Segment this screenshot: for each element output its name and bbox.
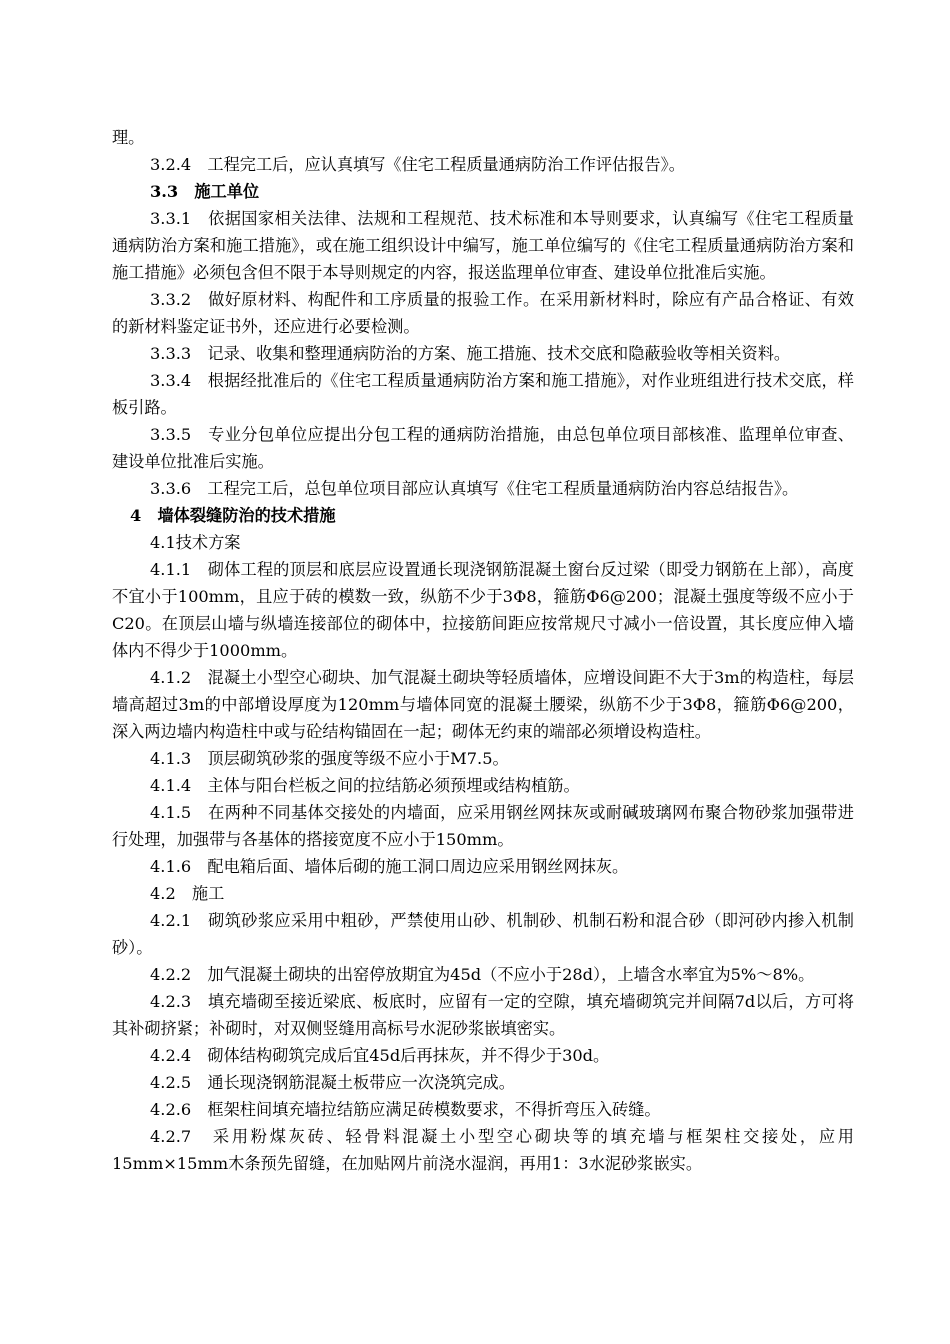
paragraph: 4.1.5 在两种不同基体交接处的内墙面，应采用钢丝网抹灰或耐碱玻璃网布聚合物砂浆加强带进行处理，加强带与各基体的搭接宽度不应小于150mm。 — [112, 803, 854, 849]
paragraph: 3.3.3 记录、收集和整理通病防治的方案、施工措施、技术交底和隐蔽验收等相关资料。 — [150, 344, 791, 363]
paragraph: 3.3.4 根据经批准后的《住宅工程质量通病防治方案和施工措施》，对作业班组进行技术交底，样板引路。 — [112, 371, 854, 417]
paragraph: 4.2.4 砌体结构砌筑完成后宜45d后再抹灰，并不得少于30d。 — [150, 1046, 610, 1065]
paragraph: 4.1.1 砌体工程的顶层和底层应设置通长现浇钢筋混凝土窗台反过梁（即受力钢筋在上部），高度不宜小于100mm，且应于砖的模数一致，纵筋不少于3Φ8，箍筋Φ6@200；混凝土强度等级不应小于C20。在顶层山墙与纵墙连接部位的砌体中，拉接筋间距应按常规尺寸减小一倍设置，其长度应伸入墙体内不得少于1000mm。 — [112, 560, 854, 660]
paragraph: 4.2 施工 — [150, 884, 225, 903]
paragraph: 4.2.2 加气混凝土砌块的出窑停放期宜为45d（不应小于28d），上墙含水率宜为5%～8%。 — [150, 965, 815, 984]
chapter-heading: 4 墙体裂缝防治的技术措施 — [130, 506, 336, 525]
paragraph: 4.2.3 填充墙砌至接近梁底、板底时，应留有一定的空隙，填充墙砌筑完并间隔7d以后，方可将其补砌挤紧；补砌时，对双侧竖缝用高标号水泥砂浆嵌填密实。 — [112, 992, 854, 1038]
paragraph: 4.1.6 配电箱后面、墙体后砌的施工洞口周边应采用钢丝网抹灰。 — [150, 857, 629, 876]
document-body — [112, 124, 854, 1177]
paragraph: 4.2.6 框架柱间填充墙拉结筋应满足砖模数要求，不得折弯压入砖缝。 — [150, 1100, 661, 1119]
paragraph: 3.3.1 依据国家相关法律、法规和工程规范、技术标准和本导则要求，认真编写《住宅工程质量通病防治方案和施工措施》，或在施工组织设计中编写，施工单位编写的《住宅工程质量通病防治方案和施工措施》必须包含但不限于本导则规定的内容，报送监理单位审查、建设单位批准后实施。 — [112, 209, 854, 282]
paragraph: 4.1.4 主体与阳台栏板之间的拉结筋必须预埋或结构植筋。 — [150, 776, 580, 795]
paragraph: 4.1.2 混凝土小型空心砌块、加气混凝土砌块等轻质墙体，应增设间距不大于3m的构造柱，每层墙高超过3m的中部增设厚度为120mm与墙体同宽的混凝土腰梁，纵筋不少于3Φ8，箍筋Φ6@200，深入两边墙内构造柱中或与砼结构锚固在一起；砌体无约束的端部必须增设构造柱。 — [112, 668, 854, 741]
paragraph: 3.3.6 工程完工后，总包单位项目部应认真填写《住宅工程质量通病防治内容总结报告》。 — [150, 479, 799, 498]
paragraph: 3.3.2 做好原材料、构配件和工序质量的报验工作。在采用新材料时，除应有产品合格证、有效的新材料鉴定证书外，还应进行必要检测。 — [112, 290, 854, 336]
paragraph: 理。 — [112, 128, 145, 147]
paragraph: 4.1技术方案 — [150, 533, 241, 552]
paragraph: 4.2.7 采用粉煤灰砖、轻骨料混凝土小型空心砌块等的填充墙与框架柱交接处，应用15mm×15mm木条预先留缝，在加贴网片前浇水湿润，再用1：3水泥砂浆嵌实。 — [112, 1127, 854, 1173]
paragraph: 3.2.4 工程完工后，应认真填写《住宅工程质量通病防治工作评估报告》。 — [150, 155, 685, 174]
paragraph: 4.2.1 砌筑砂浆应采用中粗砂，严禁使用山砂、机制砂、机制石粉和混合砂（即河砂内掺入机制砂）。 — [112, 911, 854, 957]
section-heading: 3.3 施工单位 — [150, 182, 260, 201]
paragraph: 4.1.3 顶层砌筑砂浆的强度等级不应小于M7.5。 — [150, 749, 509, 768]
paragraph: 4.2.5 通长现浇钢筋混凝土板带应一次浇筑完成。 — [150, 1073, 515, 1092]
paragraph: 3.3.5 专业分包单位应提出分包工程的通病防治措施，由总包单位项目部核准、监理单位审查、建设单位批准后实施。 — [112, 425, 854, 471]
